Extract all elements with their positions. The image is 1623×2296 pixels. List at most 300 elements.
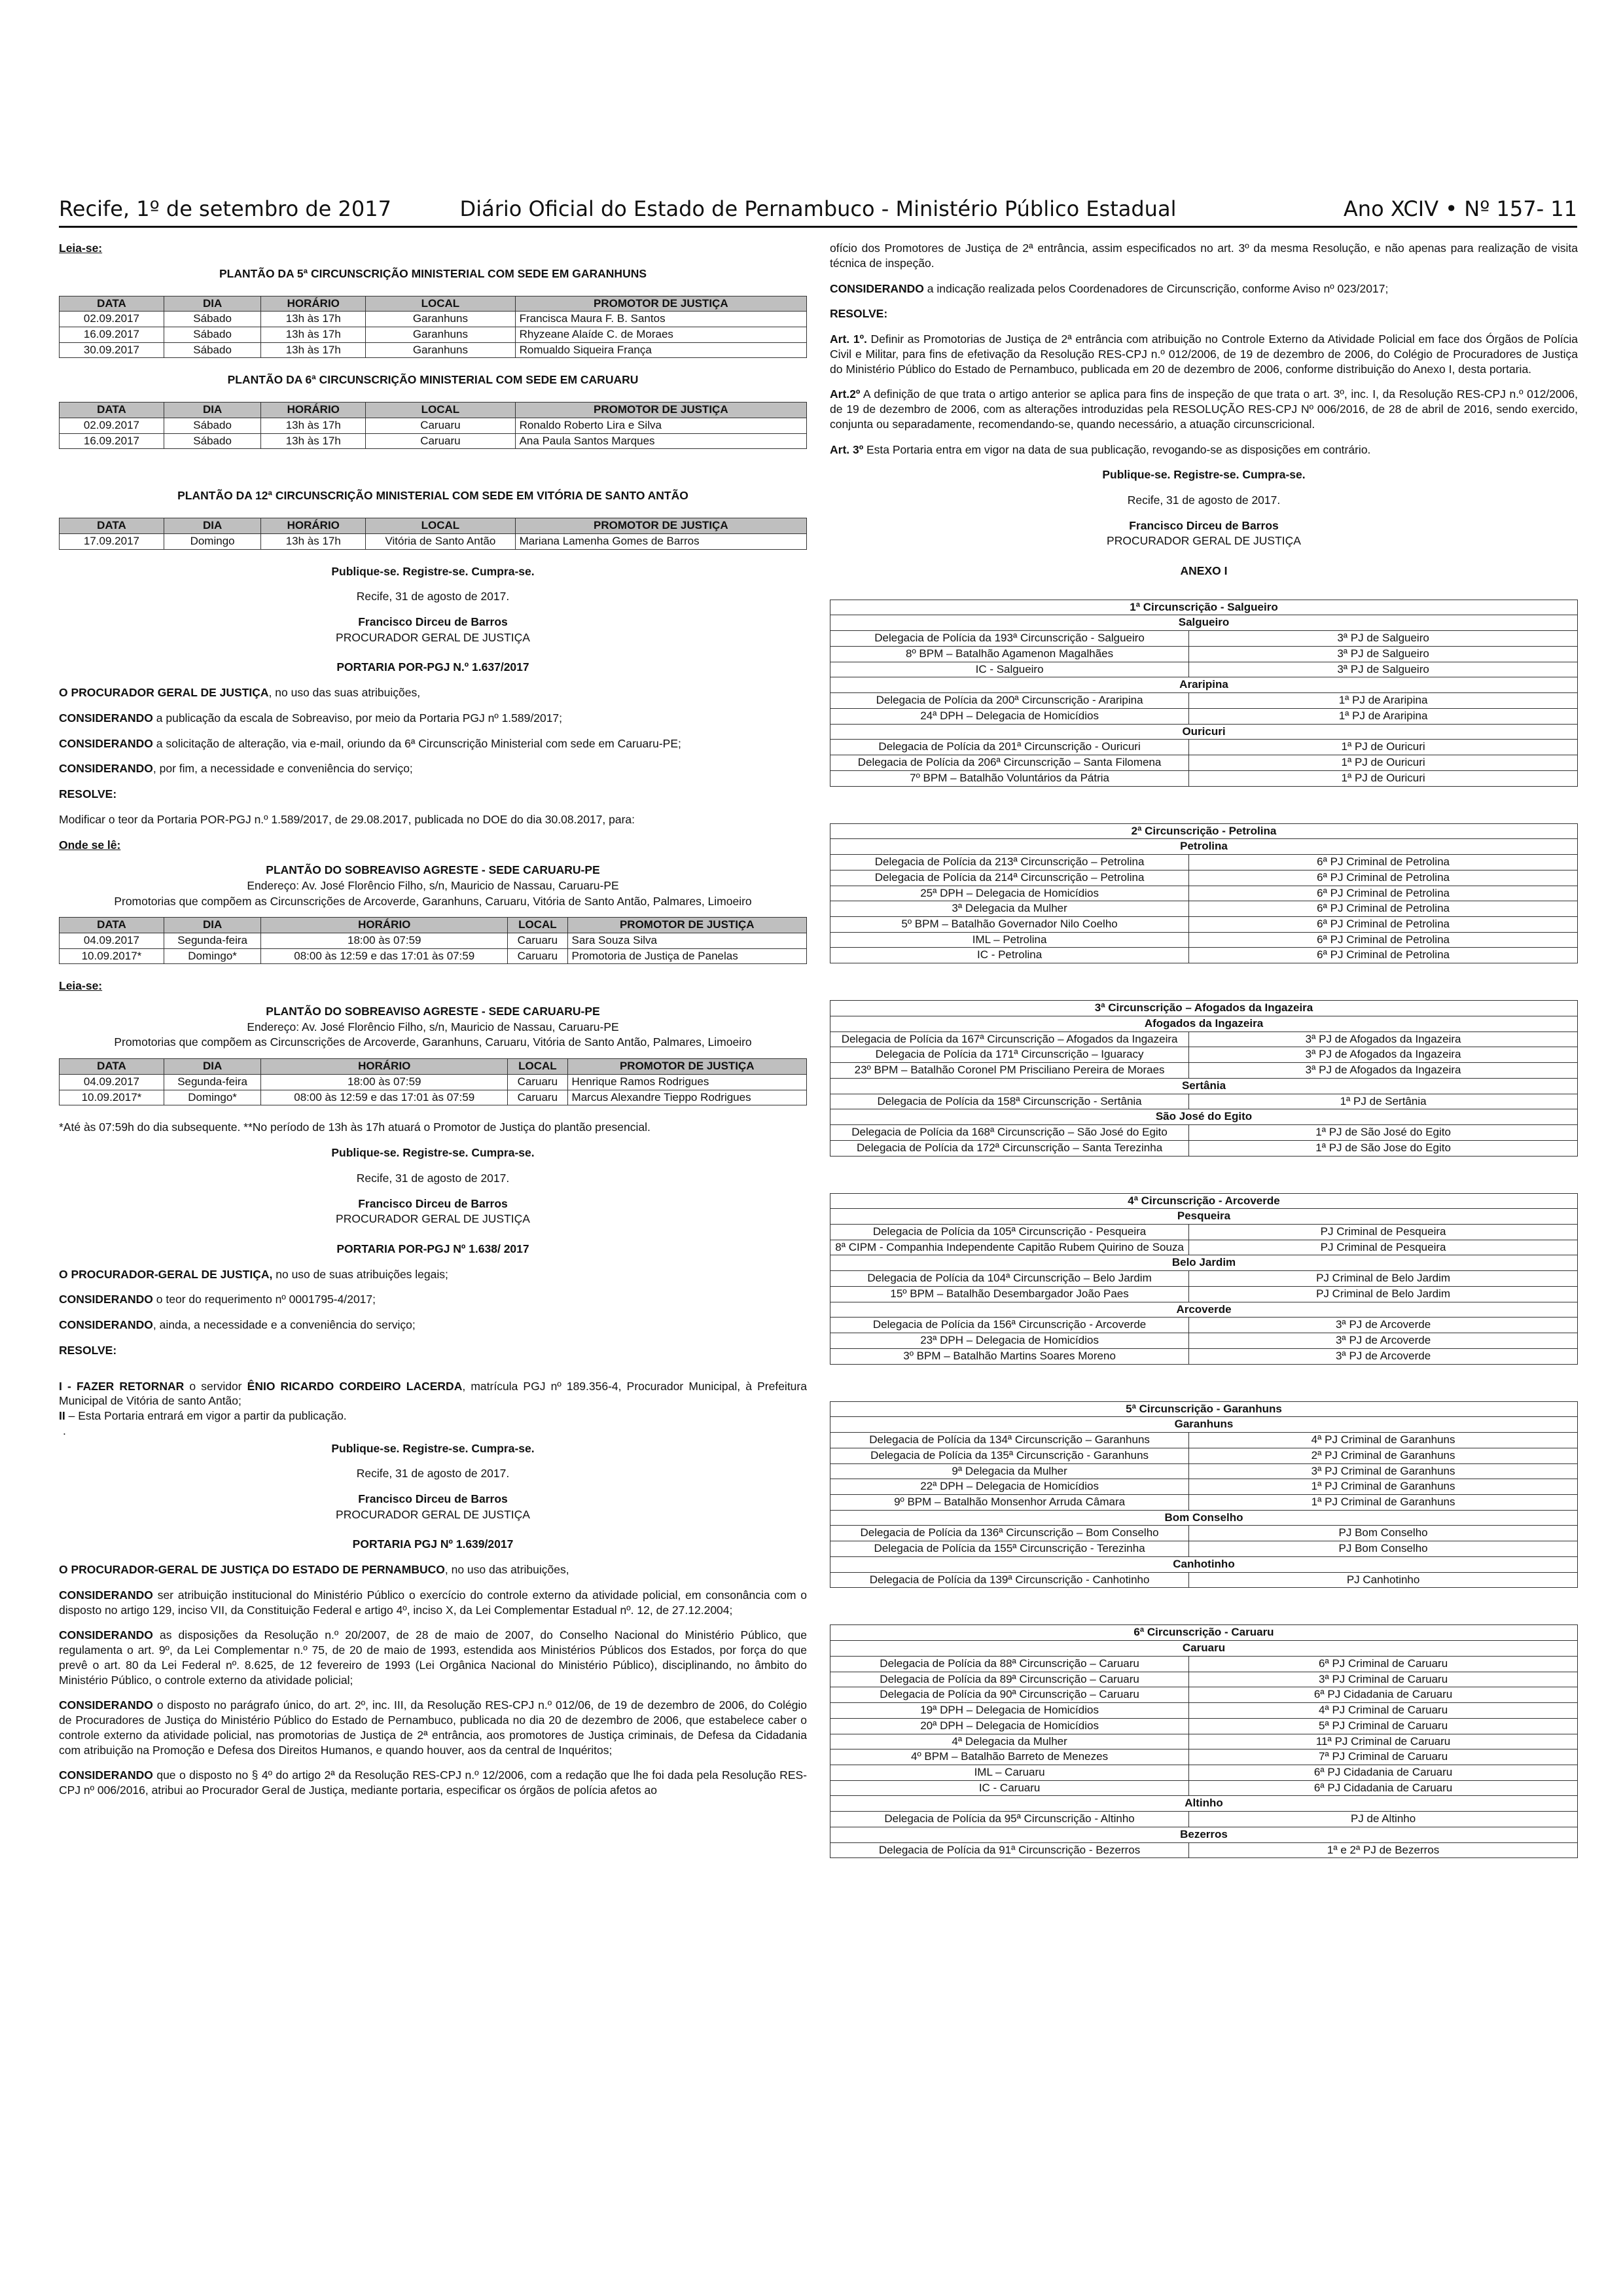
signature-role: PROCURADOR GERAL DE JUSTIÇA [336,1507,530,1521]
table-cell: 1ª PJ de Ouricuri [1189,755,1578,771]
signature-name: Francisco Dirceu de Barros [1129,518,1279,532]
table-cell: 6ª PJ Criminal de Petrolina [1189,886,1578,901]
table-cell: Francisca Maura F. B. Santos [515,312,806,327]
annex-group-header: Belo Jardim [830,1255,1578,1271]
table-cell: 16.09.2017 [60,327,164,342]
table-cell: Marcus Alexandre Tieppo Rodrigues [567,1090,806,1105]
page-header [59,196,1577,228]
annex-table-title: 5ª Circunscrição - Garanhuns [830,1401,1578,1417]
table-cell: PJ Canhotinho [1189,1572,1578,1588]
table-cell: 3ª Delegacia da Mulher [830,901,1189,917]
table-cell: 6ª PJ Criminal de Petrolina [1189,901,1578,917]
table-row [830,1572,1578,1588]
table-cell: Mariana Lamenha Gomes de Barros [515,533,806,549]
annex-table [830,823,1578,964]
table-cell: Promotoria de Justiça de Panelas [567,948,806,964]
table-cell: Sara Souza Silva [567,933,806,948]
table-cell: Delegacia de Polícia da 168ª Circunscrição – São José do Egito [830,1125,1189,1141]
dot: . [63,1424,66,1437]
table-cell: PJ de Altinho [1189,1812,1578,1827]
table-row [60,327,807,342]
table-cell: Delegacia de Polícia da 139ª Circunscrição - Canhotinho [830,1572,1189,1588]
table-row [830,1286,1578,1302]
sobreaviso-promotorias: Promotorias que compõem as Circunscrições de Arcoverde, Garanhuns, Caruaru, Vitória de Santo Antão, Palmares, Limoeiro [114,1035,752,1049]
annex-tables [830,600,1578,1859]
table-cell: PJ Bom Conselho [1189,1526,1578,1541]
table-cell: 1ª PJ de São José do Egito [1189,1125,1578,1141]
publique-se: Publique-se. Registre-se. Cumpra-se. [1102,468,1306,482]
onde-se-le-label: Onde se lê: [59,838,121,852]
table-cell: 1ª PJ de Araripina [1189,708,1578,724]
column-header: HORÁRIO [261,403,366,418]
column-header: DATA [60,296,164,312]
table-cell: Domingo* [164,948,260,964]
table-cell: Rhyzeane Alaíde C. de Moraes [515,327,806,342]
table-row [830,755,1578,771]
table-row [830,1448,1578,1463]
annex-group-header: São José do Egito [830,1109,1578,1125]
signature-name: Francisco Dirceu de Barros [358,1196,508,1210]
table-row [830,1495,1578,1511]
date-line: Recife, 31 de agosto de 2017. [1127,493,1281,507]
column-header: DATA [60,403,164,418]
table-cell: 13h às 17h [261,327,366,342]
table-row [830,1479,1578,1495]
paragraph: Art.2º A definição de que trata o artigo anterior se aplica para fins de inspeção de que trata o art. 3º, inc. I, da Resolução RES-CPJ n.º 012/2006, de 19 de dezembro de 2006, com as alterações introduzidas pela RESOLUÇÃO RES-CPJ Nº 006/2016, de 28 de abril de 2016, sendo exercido, conjunta ou separadamente, recomendando-se, quando necessário, a atuação circunscricional. [830,387,1578,431]
table-row [830,1812,1578,1827]
table-cell: 19ª DPH – Delegacia de Homicídios [830,1703,1189,1719]
table-cell: Delegacia de Polícia da 200ª Circunscrição - Araripina [830,693,1189,709]
paragraph: Art. 3º Esta Portaria entra em vigor na data de sua publicação, revogando-se as disposições em contrário. [830,442,1371,456]
date-line: Recife, 31 de agosto de 2017. [356,1467,510,1480]
paragraph: CONSIDERANDO as disposições da Resolução n.º 20/2007, de 28 de maio de 2007, do Conselho Nacional do Ministério Público, que regulamenta o art. 9º, da Lei Complementar n.º 75, de 20 de maio de 1993, estendida aos Ministérios Públicos dos Estados, por força do que prevê o art. 80 da Lei Federal nº. 8.625, de 12 fevereiro de 1993 (Lei Orgânica Nacional do Ministério Público), disciplinando, no âmbito do Ministério Público, o controle externo da atividade policial; [59,1628,807,1687]
table-cell: Delegacia de Polícia da 95ª Circunscrição - Altinho [830,1812,1189,1827]
signature-role: PROCURADOR GERAL DE JUSTIÇA [1107,534,1301,548]
annex-group-header: Araripina [830,677,1578,693]
signature-role: PROCURADOR GERAL DE JUSTIÇA [336,1212,530,1226]
table-cell: 3º BPM – Batalhão Martins Soares Moreno [830,1348,1189,1364]
paragraph: O PROCURADOR-GERAL DE JUSTIÇA DO ESTADO DE PERNAMBUCO, no uso das atribuições, [59,1563,569,1577]
paragraph: CONSIDERANDO a indicação realizada pelos Coordenadores de Circunscrição, conforme Aviso nº 023/2017; [830,281,1389,295]
table-cell: 6ª PJ Cidadania de Caruaru [1189,1687,1578,1703]
table-cell: 3ª PJ de Salgueiro [1189,631,1578,647]
table-row [830,932,1578,948]
table-cell: Delegacia de Polícia da 90ª Circunscrição – Caruaru [830,1687,1189,1703]
table-row [830,1687,1578,1703]
table-row [60,948,807,964]
resolve-label: RESOLVE: [59,1343,117,1357]
table-row [830,1240,1578,1255]
table-cell: 02.09.2017 [60,312,164,327]
table-cell: Ronaldo Roberto Lira e Silva [515,418,806,433]
table-cell: Sábado [164,327,260,342]
table-cell: 1ª PJ de Ouricuri [1189,770,1578,786]
table-row [830,1780,1578,1796]
table-row [60,312,807,327]
table-cell: 1ª PJ de Sertânia [1189,1094,1578,1109]
column-header: LOCAL [508,918,567,933]
table-row [830,855,1578,870]
table-row [830,740,1578,755]
table-row [830,886,1578,901]
publique-se: Publique-se. Registre-se. Cumpra-se. [331,564,535,578]
table-row [830,1463,1578,1479]
table-row [830,1271,1578,1287]
portaria-title: PORTARIA POR-PGJ N.º 1.637/2017 [336,660,529,674]
column-header: PROMOTOR DE JUSTIÇA [515,296,806,312]
table-cell: 02.09.2017 [60,418,164,433]
table-cell: 1ª PJ Criminal de Garanhuns [1189,1479,1578,1495]
table-cell: Caruaru [508,933,567,948]
table-cell: Segunda-feira [164,1074,260,1090]
column-header: DIA [164,918,260,933]
column-header: HORÁRIO [261,1059,508,1075]
table-cell: 3ª PJ de Salgueiro [1189,646,1578,662]
paragraph: ofício dos Promotores de Justiça de 2ª entrância, assim especificados no art. 3º da mesma Resolução, e não apenas para realização de visita técnica de inspeção. [830,242,1578,270]
table-row [830,1318,1578,1333]
table-cell: 1ª PJ Criminal de Garanhuns [1189,1495,1578,1511]
table-row [830,1703,1578,1719]
paragraph: O PROCURADOR GERAL DE JUSTIÇA, no uso das suas atribuições, [59,686,421,700]
table-cell: 17.09.2017 [60,533,164,549]
table-cell: 3ª PJ de Afogados da Ingazeira [1189,1063,1578,1079]
table-cell: 04.09.2017 [60,933,164,948]
table-cell: 6ª PJ Cidadania de Caruaru [1189,1765,1578,1781]
table-cell: 3ª PJ de Afogados da Ingazeira [1189,1031,1578,1047]
signature-name: Francisco Dirceu de Barros [358,615,508,629]
portaria-title: PORTARIA POR-PGJ Nº 1.638/ 2017 [336,1242,529,1255]
table-cell: 13h às 17h [261,312,366,327]
table-row [830,1094,1578,1109]
table-row [60,1074,807,1090]
table-cell: 5º BPM – Batalhão Governador Nilo Coelho [830,916,1189,932]
table-cell: 7ª PJ Criminal de Caruaru [1189,1749,1578,1765]
t5-title: PLANTÃO DA 5ª CIRCUNSCRIÇÃO MINISTERIAL COM SEDE EM GARANHUNS [219,266,647,280]
paragraph: CONSIDERANDO o disposto no parágrafo único, do art. 2º, inc. III, da Resolução RES-CPJ n.º 012/06, de 19 de dezembro de 2006, do Colégio de Procuradores de Justiça do Ministério Público do Estado de Pernambuco, publicada no dia 20 de dezembro de 2006, que estabelece caber o controle externo da atividade policial, nas promotorias de Justiça de 2ª entrância, aos promotores de Justiça criminais, de Defesa da Cidadania com atribuição na Promoção e Defesa dos Direitos Humanos, e quando houver, aos da central de Inquéritos; [59,1698,807,1757]
table-cell: Ana Paula Santos Marques [515,433,806,449]
table-cell: 30.09.2017 [60,342,164,358]
table-cell: Delegacia de Polícia da 201ª Circunscrição - Ouricuri [830,740,1189,755]
table-cell: Garanhuns [366,327,515,342]
paragraph: CONSIDERANDO, por fim, a necessidade e conveniência do serviço; [59,762,413,776]
table-row [830,1672,1578,1687]
table-cell: 6ª PJ Criminal de Petrolina [1189,870,1578,886]
sobreaviso-table-old [59,917,807,964]
table-cell: Delegacia de Polícia da 89ª Circunscrição – Caruaru [830,1672,1189,1687]
table-row [830,693,1578,709]
column-header: PROMOTOR DE JUSTIÇA [567,918,806,933]
table-row [60,533,807,549]
column-header: DATA [60,918,164,933]
table-cell: Delegacia de Polícia da 167ª Circunscrição – Afogados da Ingazeira [830,1031,1189,1047]
table-cell: 2ª PJ Criminal de Garanhuns [1189,1448,1578,1463]
publique-se: Publique-se. Registre-se. Cumpra-se. [331,1146,535,1160]
table-cell: Sábado [164,342,260,358]
table-cell: 6ª PJ Criminal de Petrolina [1189,916,1578,932]
table-row [60,342,807,358]
table-cell: 6ª PJ Criminal de Petrolina [1189,855,1578,870]
annex-table [830,1000,1578,1156]
table-cell: Delegacia de Polícia da 171ª Circunscrição – Iguaracy [830,1047,1189,1063]
annex-table-title: 2ª Circunscrição - Petrolina [830,823,1578,839]
table-cell: Delegacia de Polícia da 213ª Circunscrição – Petrolina [830,855,1189,870]
table-row [830,948,1578,963]
left-column [59,241,807,1808]
table-cell: 8ª CIPM - Companhia Independente Capitão Rubem Quirino de Souza [830,1240,1189,1255]
table-row [830,1125,1578,1141]
paragraph: Modificar o teor da Portaria POR-PGJ n.º 1.589/2017, de 29.08.2017, publicada no DOE do dia 30.08.2017, para: [59,812,635,826]
column-header: DIA [164,1059,260,1075]
annex-table-title: 4ª Circunscrição - Arcoverde [830,1193,1578,1209]
annex-table [830,1624,1578,1858]
table-row [830,1842,1578,1858]
column-header: LOCAL [366,296,515,312]
table-row [60,433,807,449]
table-row [830,1718,1578,1734]
table-cell: 4ª Delegacia da Mulher [830,1734,1189,1749]
table-row [830,646,1578,662]
signature-name: Francisco Dirceu de Barros [358,1492,508,1506]
paragraph: CONSIDERANDO ser atribuição institucional do Ministério Público o exercício do controle externo da atividade policial, em consonância com o disposto no artigo 129, inciso VII, da Constituição Federal e artigo 4º, inciso X, da Lei Complementar Estadual nº. 12, de 27.12.2004; [59,1588,807,1617]
t12-title: PLANTÃO DA 12ª CIRCUNSCRIÇÃO MINISTERIAL COM SEDE EM VITÓRIA DE SANTO ANTÃO [177,489,688,503]
resolve-label: RESOLVE: [830,307,888,321]
paragraph: CONSIDERANDO que o disposto no § 4º do artigo 2ª da Resolução RES-CPJ n.º 12/2006, com a redação que lhe foi dada pela Resolução RES-CPJ nº 006/2016, atribui ao Procurador Geral de Justiça, mediante portaria, especificar os órgãos de polícia afetos ao [59,1768,807,1797]
paragraph: Art. 1º. Definir as Promotorias de Justiça de 2ª entrância com atribuição no Controle Externo da Atividade Policial em face dos Órgãos de Polícia Civil e Militar, para fins de efetivação da Resolução RES-CPJ n.º 012/2006, de 19 de dezembro de 2006, do Colégio de Procuradores de Justiça do Ministério Público do Estado de Pernambuco, publicada em 20 de dezembro de 2006, conforme distribuição do Anexo I, desta portaria. [830,332,1578,376]
annex-group-header: Caruaru [830,1641,1578,1657]
table-row [830,1734,1578,1749]
table-row [830,1333,1578,1349]
annex-group-header: Pesqueira [830,1209,1578,1225]
sobreaviso-promotorias: Promotorias que compõem as Circunscrições de Arcoverde, Garanhuns, Caruaru, Vitória de Santo Antão, Palmares, Limoeiro [114,894,752,908]
table-cell: 9º BPM – Batalhão Monsenhor Arruda Câmara [830,1495,1189,1511]
table-cell: Delegacia de Polícia da 136ª Circunscrição – Bom Conselho [830,1526,1189,1541]
table-cell: 11ª PJ Criminal de Caruaru [1189,1734,1578,1749]
annex-group-header: Sertânia [830,1078,1578,1094]
table-cell: 10.09.2017* [60,1090,164,1105]
table-cell: Segunda-feira [164,933,260,948]
column-header: DIA [164,296,260,312]
signature-role: PROCURADOR GERAL DE JUSTIÇA [336,630,530,644]
table-cell: Delegacia de Polícia da 193ª Circunscrição - Salgueiro [830,631,1189,647]
table-row [830,1063,1578,1079]
table-cell: 6ª PJ Criminal de Caruaru [1189,1656,1578,1672]
table-row [830,1047,1578,1063]
table-cell: 25ª DPH – Delegacia de Homicídios [830,886,1189,901]
table-cell: 20ª DPH – Delegacia de Homicídios [830,1718,1189,1734]
annex-table-title: 3ª Circunscrição – Afogados da Ingazeira [830,1001,1578,1016]
table-header-row [60,918,807,933]
annex-table-title: 6ª Circunscrição - Caruaru [830,1625,1578,1641]
table-header-row [60,403,807,418]
table-cell: 5ª PJ Criminal de Caruaru [1189,1718,1578,1734]
table-cell: 13h às 17h [261,418,366,433]
column-header: PROMOTOR DE JUSTIÇA [567,1059,806,1075]
table-row [830,662,1578,677]
paragraph: I - FAZER RETORNAR o servidor ÊNIO RICARDO CORDEIRO LACERDA, matrícula PGJ nº 189.356-4, Procurador Municipal, à Prefeitura Municipal de Vitória de santo Antão; [59,1379,807,1408]
table-cell: Delegacia de Polícia da 172ª Circunscrição – Santa Terezinha [830,1140,1189,1156]
table-cell: 24ª DPH – Delegacia de Homicídios [830,708,1189,724]
table-row [60,933,807,948]
table-cell: Delegacia de Polícia da 214ª Circunscrição – Petrolina [830,870,1189,886]
table-cell: Delegacia de Polícia da 155ª Circunscrição - Terezinha [830,1541,1189,1557]
table-cell: Romualdo Siqueira França [515,342,806,358]
table-cell: Domingo [164,533,260,549]
table-row [830,901,1578,917]
table-cell: PJ Criminal de Pesqueira [1189,1240,1578,1255]
table-cell: 6ª PJ Criminal de Petrolina [1189,932,1578,948]
annex-group-header: Bezerros [830,1827,1578,1842]
column-header: DATA [60,1059,164,1075]
annex-table-title: 1ª Circunscrição - Salgueiro [830,600,1578,615]
table-cell: IC - Petrolina [830,948,1189,963]
portaria-title: PORTARIA PGJ Nº 1.639/2017 [352,1537,514,1551]
table-cell: Sábado [164,433,260,449]
table-cell: 6ª PJ Criminal de Petrolina [1189,948,1578,963]
table-row [830,1031,1578,1047]
table-cell: 23ª DPH – Delegacia de Homicídios [830,1333,1189,1349]
table-row [830,1765,1578,1781]
table-cell: 1ª PJ de Ouricuri [1189,740,1578,755]
annex-group-header: Petrolina [830,839,1578,855]
header-date: Recife, 1º de setembro de 2017 [59,196,391,222]
table-cell: 08:00 às 12:59 e das 17:01 às 07:59 [261,1090,508,1105]
table-cell: 16.09.2017 [60,433,164,449]
schedule-table-5 [59,296,807,359]
paragraph: II – Esta Portaria entrará em vigor a partir da publicação. [59,1409,347,1423]
table-cell: 8º BPM – Batalhão Agamenon Magalhães [830,646,1189,662]
table-cell: 18:00 às 07:59 [261,933,508,948]
table-header-row [60,518,807,534]
table-cell: 13h às 17h [261,342,366,358]
table-cell: Delegacia de Polícia da 91ª Circunscrição - Bezerros [830,1842,1189,1858]
table-row [60,1090,807,1105]
table-cell: 4º BPM – Batalhão Barreto de Menezes [830,1749,1189,1765]
annex-group-header: Altinho [830,1796,1578,1812]
footnote: *Até às 07:59h do dia subsequente. **No período de 13h às 17h atuará o Promotor de Justiça do plantão presencial. [59,1121,651,1134]
column-header: DIA [164,518,260,534]
table-cell: 22ª DPH – Delegacia de Homicídios [830,1479,1189,1495]
table-cell: Caruaru [508,948,567,964]
sobreaviso-address: Endereço: Av. José Florêncio Filho, s/n, Mauricio de Nassau, Caruaru-PE [247,878,619,892]
paragraph: CONSIDERANDO, ainda, a necessidade e a conveniência do serviço; [59,1318,416,1332]
table-header-row [60,296,807,312]
table-cell: Delegacia de Polícia da 158ª Circunscrição - Sertânia [830,1094,1189,1109]
table-cell: Caruaru [508,1074,567,1090]
table-cell: 10.09.2017* [60,948,164,964]
table-row [830,770,1578,786]
table-cell: Delegacia de Polícia da 156ª Circunscrição - Arcoverde [830,1318,1189,1333]
table-cell: Garanhuns [366,342,515,358]
table-cell: Delegacia de Polícia da 104ª Circunscrição – Belo Jardim [830,1271,1189,1287]
table-cell: Delegacia de Polícia da 135ª Circunscrição - Garanhuns [830,1448,1189,1463]
column-header: LOCAL [508,1059,567,1075]
date-line: Recife, 31 de agosto de 2017. [356,1171,510,1185]
date-line: Recife, 31 de agosto de 2017. [356,590,510,603]
annex-group-header: Bom Conselho [830,1510,1578,1526]
table-row [830,1749,1578,1765]
annex-table [830,1193,1578,1365]
table-cell: 7º BPM – Batalhão Voluntários da Pátria [830,770,1189,786]
column-header: PROMOTOR DE JUSTIÇA [515,403,806,418]
table-header-row [60,1059,807,1075]
table-cell: Delegacia de Polícia da 134ª Circunscrição – Garanhuns [830,1433,1189,1448]
table-cell: Sábado [164,312,260,327]
table-row [60,418,807,433]
header-title: Diário Oficial do Estado de Pernambuco - Ministério Público Estadual [459,196,1177,222]
header-issue: Ano XCIV • Nº 157- 11 [1343,196,1577,222]
table-cell: 13h às 17h [261,533,366,549]
table-row [830,631,1578,647]
schedule-table-12 [59,518,807,549]
annex-group-header: Salgueiro [830,615,1578,631]
annex-group-header: Ouricuri [830,724,1578,740]
table-row [830,708,1578,724]
publique-se: Publique-se. Registre-se. Cumpra-se. [331,1441,535,1455]
table-cell: 1ª e 2ª PJ de Bezerros [1189,1842,1578,1858]
annex-group-header: Canhotinho [830,1556,1578,1572]
resolve-label: RESOLVE: [59,787,117,801]
sobreaviso-address: Endereço: Av. José Florêncio Filho, s/n, Mauricio de Nassau, Caruaru-PE [247,1020,619,1033]
table-cell: IML – Caruaru [830,1765,1189,1781]
table-cell: 18:00 às 07:59 [261,1074,508,1090]
table-cell: 3ª PJ Criminal de Caruaru [1189,1672,1578,1687]
table-cell: Delegacia de Polícia da 105ª Circunscrição - Pesqueira [830,1224,1189,1240]
table-cell: Domingo* [164,1090,260,1105]
table-cell: 13h às 17h [261,433,366,449]
table-cell: 1ª PJ de São Jose do Egito [1189,1140,1578,1156]
table-cell: Caruaru [508,1090,567,1105]
column-header: HORÁRIO [261,518,366,534]
table-row [830,1224,1578,1240]
table-row [830,1541,1578,1557]
table-cell: 3ª PJ de Afogados da Ingazeira [1189,1047,1578,1063]
table-cell: Delegacia de Polícia da 88ª Circunscrição – Caruaru [830,1656,1189,1672]
column-header: LOCAL [366,518,515,534]
table-cell: Vitória de Santo Antão [366,533,515,549]
annex-group-header: Garanhuns [830,1417,1578,1433]
table-cell: PJ Criminal de Pesqueira [1189,1224,1578,1240]
table-cell: 4ª PJ Criminal de Caruaru [1189,1703,1578,1719]
table-cell: 9ª Delegacia da Mulher [830,1463,1189,1479]
sobreaviso-title: PLANTÃO DO SOBREAVISO AGRESTE - SEDE CARUARU-PE [266,1005,600,1018]
leia-se-label: Leia-se: [59,242,103,255]
table-row [830,1348,1578,1364]
paragraph: CONSIDERANDO o teor do requerimento nº 0001795-4/2017; [59,1293,376,1306]
table-cell: 04.09.2017 [60,1074,164,1090]
table-row [830,916,1578,932]
table-cell: Delegacia de Polícia da 206ª Circunscrição – Santa Filomena [830,755,1189,771]
paragraph: CONSIDERANDO a publicação da escala de Sobreaviso, por meio da Portaria PGJ nº 1.589/2017; [59,711,563,725]
annex-group-header: Afogados da Ingazeira [830,1016,1578,1031]
table-cell: PJ Bom Conselho [1189,1541,1578,1557]
table-cell: Garanhuns [366,312,515,327]
table-cell: 1ª PJ de Araripina [1189,693,1578,709]
table-row [830,1656,1578,1672]
table-cell: Caruaru [366,433,515,449]
column-header: DIA [164,403,260,418]
table-cell: Caruaru [366,418,515,433]
table-row [830,1526,1578,1541]
column-header: PROMOTOR DE JUSTIÇA [515,518,806,534]
column-header: HORÁRIO [261,918,508,933]
table-cell: Henrique Ramos Rodrigues [567,1074,806,1090]
schedule-table-6 [59,402,807,449]
table-cell: 6ª PJ Cidadania de Caruaru [1189,1780,1578,1796]
annex-table [830,600,1578,787]
right-column [830,241,1578,1873]
table-cell: 3ª PJ de Arcoverde [1189,1333,1578,1349]
leia-se-label: Leia-se: [59,979,103,993]
